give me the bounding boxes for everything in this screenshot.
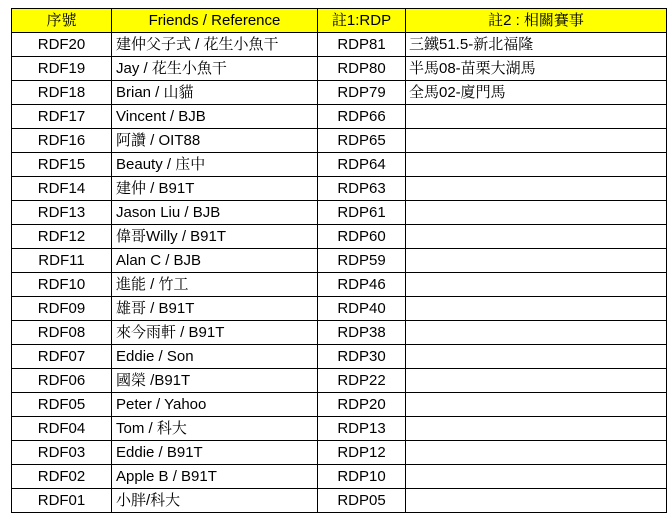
related-event-cell[interactable]: 全馬02-廈門馬 xyxy=(406,81,667,105)
rdp-cell[interactable]: RDP10 xyxy=(318,465,406,489)
seq-cell[interactable]: RDF07 xyxy=(12,345,112,369)
friend-reference-cell[interactable]: 小胖/科大 xyxy=(112,489,318,513)
table-row xyxy=(12,153,667,177)
seq-cell[interactable]: RDF08 xyxy=(12,321,112,345)
table-row xyxy=(12,81,667,105)
related-event-cell[interactable] xyxy=(406,153,667,177)
seq-cell[interactable]: RDF13 xyxy=(12,201,112,225)
friend-reference-cell[interactable]: Beauty / 庒中 xyxy=(112,153,318,177)
table-row xyxy=(12,489,667,513)
seq-cell[interactable]: RDF05 xyxy=(12,393,112,417)
related-event-cell[interactable]: 三鐵51.5-新北福隆 xyxy=(406,33,667,57)
header-note1[interactable]: 註1:RDP xyxy=(318,9,406,33)
reference-table xyxy=(11,8,667,513)
related-event-cell[interactable] xyxy=(406,225,667,249)
related-event-cell[interactable] xyxy=(406,393,667,417)
related-event-cell[interactable] xyxy=(406,441,667,465)
table-row xyxy=(12,273,667,297)
seq-cell[interactable]: RDF18 xyxy=(12,81,112,105)
friend-reference-cell[interactable]: Apple B / B91T xyxy=(112,465,318,489)
seq-cell[interactable]: RDF17 xyxy=(12,105,112,129)
related-event-cell[interactable] xyxy=(406,297,667,321)
related-event-cell[interactable] xyxy=(406,321,667,345)
rdp-cell[interactable]: RDP65 xyxy=(318,129,406,153)
friend-reference-cell[interactable]: Eddie / Son xyxy=(112,345,318,369)
header-friends[interactable]: Friends / Reference xyxy=(112,9,318,33)
table-row xyxy=(12,345,667,369)
table-row xyxy=(12,249,667,273)
table-row xyxy=(12,369,667,393)
rdp-cell[interactable]: RDP59 xyxy=(318,249,406,273)
related-event-cell[interactable] xyxy=(406,417,667,441)
friend-reference-cell[interactable]: Alan C / BJB xyxy=(112,249,318,273)
table-row xyxy=(12,57,667,81)
rdp-cell[interactable]: RDP79 xyxy=(318,81,406,105)
rdp-cell[interactable]: RDP40 xyxy=(318,297,406,321)
rdp-cell[interactable]: RDP20 xyxy=(318,393,406,417)
friend-reference-cell[interactable]: Peter / Yahoo xyxy=(112,393,318,417)
rdp-cell[interactable]: RDP13 xyxy=(318,417,406,441)
rdp-cell[interactable]: RDP05 xyxy=(318,489,406,513)
header-row xyxy=(12,9,667,33)
seq-cell[interactable]: RDF06 xyxy=(12,369,112,393)
related-event-cell[interactable] xyxy=(406,465,667,489)
table-row xyxy=(12,465,667,489)
seq-cell[interactable]: RDF01 xyxy=(12,489,112,513)
friend-reference-cell[interactable]: Jay / 花生小魚干 xyxy=(112,57,318,81)
friend-reference-cell[interactable]: 雄哥 / B91T xyxy=(112,297,318,321)
related-event-cell[interactable] xyxy=(406,345,667,369)
friend-reference-cell[interactable]: 國榮 /B91T xyxy=(112,369,318,393)
seq-cell[interactable]: RDF03 xyxy=(12,441,112,465)
related-event-cell[interactable] xyxy=(406,369,667,393)
table-row xyxy=(12,393,667,417)
seq-cell[interactable]: RDF16 xyxy=(12,129,112,153)
rdp-cell[interactable]: RDP22 xyxy=(318,369,406,393)
seq-cell[interactable]: RDF14 xyxy=(12,177,112,201)
friend-reference-cell[interactable]: 進能 / 竹工 xyxy=(112,273,318,297)
seq-cell[interactable]: RDF09 xyxy=(12,297,112,321)
rdp-cell[interactable]: RDP61 xyxy=(318,201,406,225)
rdp-cell[interactable]: RDP60 xyxy=(318,225,406,249)
related-event-cell[interactable] xyxy=(406,201,667,225)
friend-reference-cell[interactable]: 來今雨軒 / B91T xyxy=(112,321,318,345)
table-row xyxy=(12,225,667,249)
related-event-cell[interactable] xyxy=(406,129,667,153)
friend-reference-cell[interactable]: Brian / 山貓 xyxy=(112,81,318,105)
table-row xyxy=(12,129,667,153)
table-row xyxy=(12,417,667,441)
related-event-cell[interactable]: 半馬08-苗栗大湖馬 xyxy=(406,57,667,81)
friend-reference-cell[interactable]: Vincent / BJB xyxy=(112,105,318,129)
rdp-cell[interactable]: RDP38 xyxy=(318,321,406,345)
friend-reference-cell[interactable]: 建仲 / B91T xyxy=(112,177,318,201)
table-row xyxy=(12,177,667,201)
seq-cell[interactable]: RDF12 xyxy=(12,225,112,249)
seq-cell[interactable]: RDF04 xyxy=(12,417,112,441)
table-row xyxy=(12,105,667,129)
related-event-cell[interactable] xyxy=(406,273,667,297)
rdp-cell[interactable]: RDP81 xyxy=(318,33,406,57)
rdp-cell[interactable]: RDP80 xyxy=(318,57,406,81)
friend-reference-cell[interactable]: 阿讚 / OIT88 xyxy=(112,129,318,153)
seq-cell[interactable]: RDF11 xyxy=(12,249,112,273)
friend-reference-cell[interactable]: Tom / 科大 xyxy=(112,417,318,441)
table-row xyxy=(12,441,667,465)
rdp-cell[interactable]: RDP46 xyxy=(318,273,406,297)
rdp-cell[interactable]: RDP12 xyxy=(318,441,406,465)
related-event-cell[interactable] xyxy=(406,489,667,513)
related-event-cell[interactable] xyxy=(406,105,667,129)
table-row xyxy=(12,297,667,321)
header-note2[interactable]: 註2 : 相關賽事 xyxy=(406,9,667,33)
table-body xyxy=(12,33,667,513)
header-seq[interactable]: 序號 xyxy=(12,9,112,33)
rdp-cell[interactable]: RDP64 xyxy=(318,153,406,177)
friend-reference-cell[interactable]: Eddie / B91T xyxy=(112,441,318,465)
rdp-cell[interactable]: RDP30 xyxy=(318,345,406,369)
seq-cell[interactable]: RDF02 xyxy=(12,465,112,489)
related-event-cell[interactable] xyxy=(406,249,667,273)
friend-reference-cell[interactable]: 建仲父子式 / 花生小魚干 xyxy=(112,33,318,57)
rdp-cell[interactable]: RDP63 xyxy=(318,177,406,201)
table-row xyxy=(12,201,667,225)
friend-reference-cell[interactable]: Jason Liu / BJB xyxy=(112,201,318,225)
rdp-cell[interactable]: RDP66 xyxy=(318,105,406,129)
seq-cell[interactable]: RDF10 xyxy=(12,273,112,297)
table-row xyxy=(12,33,667,57)
seq-cell[interactable]: RDF15 xyxy=(12,153,112,177)
friend-reference-cell[interactable]: 偉哥Willy / B91T xyxy=(112,225,318,249)
related-event-cell[interactable] xyxy=(406,177,667,201)
table-row xyxy=(12,321,667,345)
seq-cell[interactable]: RDF20 xyxy=(12,33,112,57)
seq-cell[interactable]: RDF19 xyxy=(12,57,112,81)
